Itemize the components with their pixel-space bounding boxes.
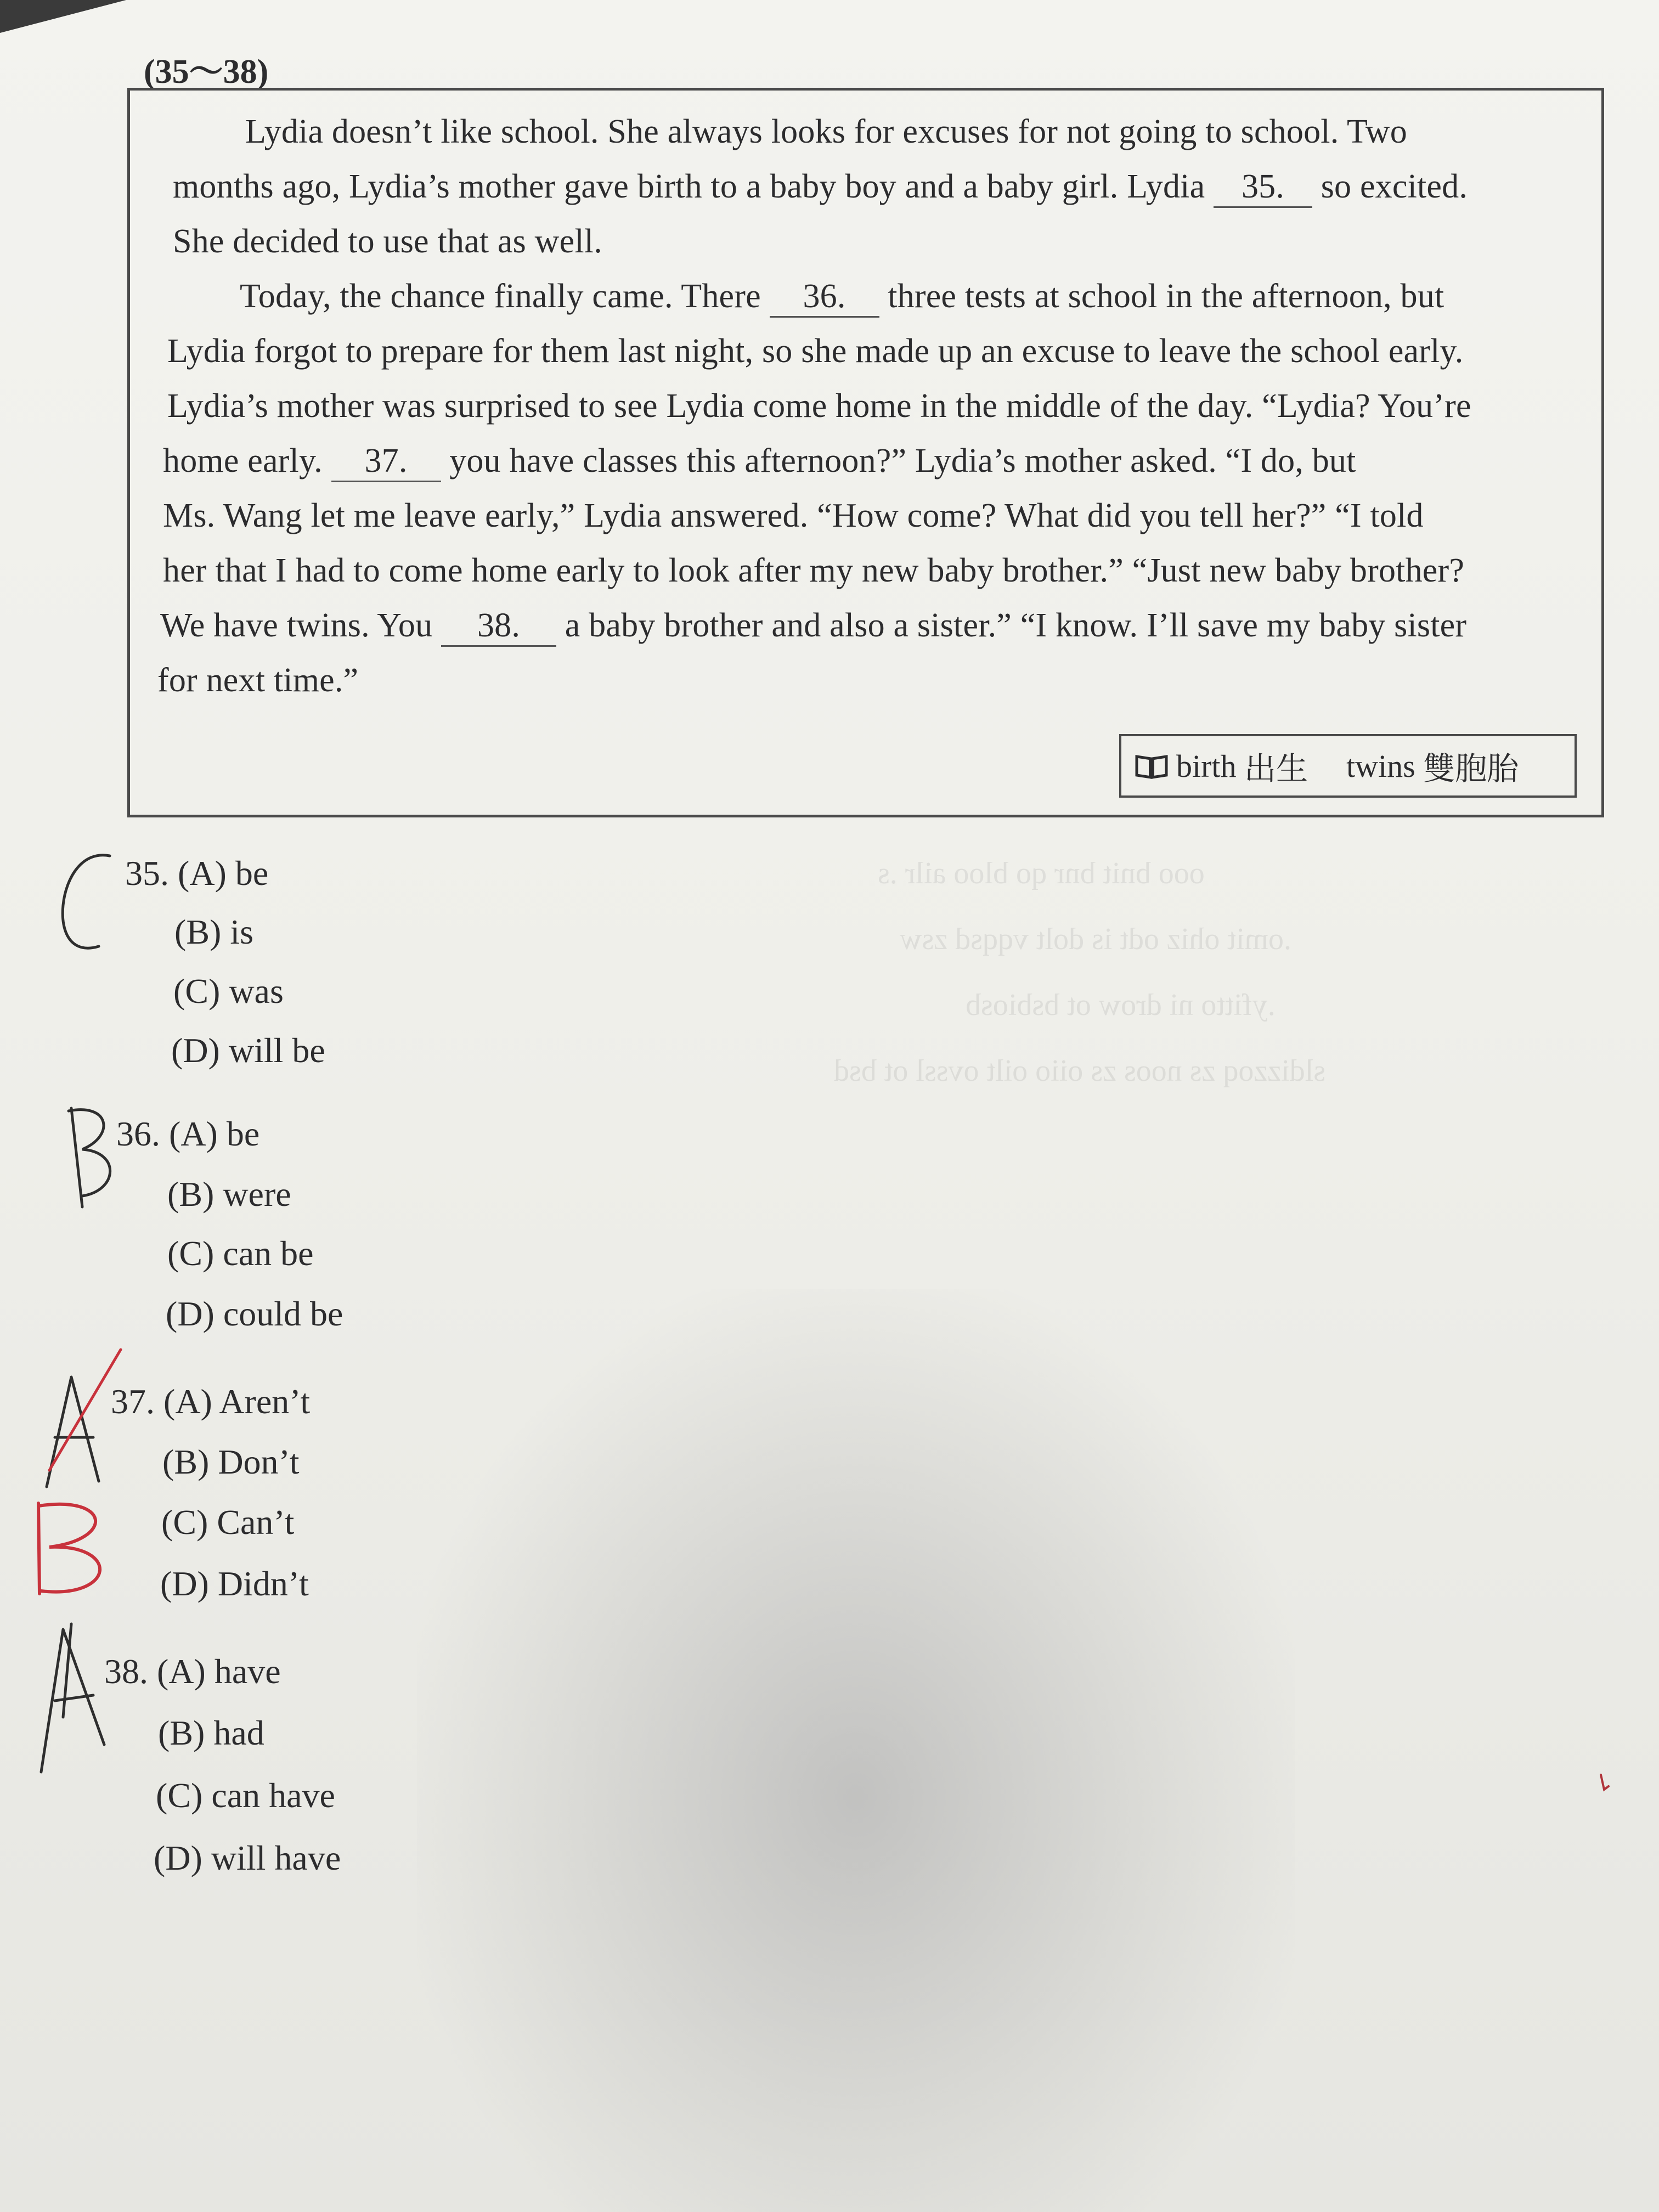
handwritten-answer-35 bbox=[49, 845, 126, 966]
question-36: 36. (A) be bbox=[116, 1114, 260, 1153]
handwritten-correction-37 bbox=[27, 1492, 121, 1602]
handwritten-answer-36 bbox=[60, 1097, 121, 1218]
blank-37: 37. bbox=[331, 442, 441, 482]
passage-line: home early. 37. you have classes this afternoon?” Lydia’s mother asked. “I do, but bbox=[163, 442, 1356, 482]
option-37c: (C) Can’t bbox=[161, 1503, 295, 1542]
passage-line: her that I had to come home early to look after my new baby brother.” “Just new baby brother? bbox=[163, 552, 1465, 589]
passage-line: Lydia’s mother was surprised to see Lydia come home in the middle of the day. “Lydia? You’re bbox=[167, 387, 1471, 425]
blank-38: 38. bbox=[441, 606, 556, 647]
option-36d: (D) could be bbox=[166, 1294, 343, 1333]
question-37: 37. (A) Aren’t bbox=[111, 1382, 311, 1421]
option-36a: (A) be bbox=[169, 1114, 260, 1153]
passage-line: Lydia doesn’t like school. She always looks for excuses for not going to school. Two bbox=[245, 113, 1407, 150]
book-icon bbox=[1135, 752, 1169, 780]
hand-shadow bbox=[417, 1289, 1295, 2212]
passage-line: months ago, Lydia’s mother gave birth to a baby boy and a baby girl. Lydia 35. so excited. bbox=[173, 167, 1468, 208]
section-label: (35～38) bbox=[144, 53, 269, 91]
passage-box bbox=[127, 88, 1604, 817]
ink-dot bbox=[1596, 1772, 1613, 1794]
vocab-word: birth bbox=[1176, 748, 1237, 784]
question-35: 35. (A) be bbox=[125, 854, 269, 893]
passage-line: for next time.” bbox=[157, 662, 359, 699]
option-36b: (B) were bbox=[167, 1175, 291, 1214]
passage-line: Ms. Wang let me leave early,” Lydia answered. “How come? What did you tell her?” “I told bbox=[163, 497, 1424, 534]
blank-35: 35. bbox=[1214, 167, 1312, 208]
page-corner-shadow bbox=[0, 0, 126, 33]
option-38c: (C) can have bbox=[156, 1776, 335, 1815]
option-37a: (A) Aren’t bbox=[163, 1382, 311, 1421]
passage-line: She decided to use that as well. bbox=[173, 223, 602, 260]
option-37b: (B) Don’t bbox=[162, 1442, 300, 1481]
passage-line: Today, the chance finally came. There 36. three tests at school in the afternoon, but bbox=[240, 277, 1444, 318]
bleed-through: ooo bnit bnr qo bloo ailr .s bbox=[878, 856, 1205, 890]
bleed-through: .omit ohiz odt is dolt vqqsd zsw bbox=[900, 922, 1291, 956]
option-38a: (A) have bbox=[157, 1652, 281, 1691]
bleed-through: .yfitto ni drow ot bsbiosb bbox=[966, 988, 1276, 1022]
vocab-gloss: 出生 bbox=[1244, 751, 1308, 787]
handwritten-answer-38 bbox=[33, 1618, 115, 1783]
question-38: 38. (A) have bbox=[104, 1652, 281, 1691]
option-37d: (D) Didn’t bbox=[160, 1564, 309, 1603]
option-35a: (A) be bbox=[178, 854, 269, 893]
option-38d: (D) will have bbox=[154, 1838, 341, 1877]
option-35c: (C) was bbox=[173, 972, 284, 1011]
vocab-word: twins bbox=[1346, 748, 1415, 784]
passage-line: Lydia forgot to prepare for them last night, so she made up an excuse to leave the school early. bbox=[167, 332, 1464, 370]
option-35d: (D) will be bbox=[171, 1031, 325, 1070]
option-38b: (B) had bbox=[158, 1713, 264, 1752]
bleed-through: sldizzoq zs noos zs oiio oilt ovssl ot bsd bbox=[834, 1054, 1325, 1088]
vocab-box bbox=[1119, 734, 1577, 798]
blank-36: 36. bbox=[770, 277, 879, 318]
vocab-gloss: 雙胞胎 bbox=[1423, 751, 1519, 787]
option-35b: (B) is bbox=[174, 912, 253, 951]
passage-line: We have twins. You 38. a baby brother and also a sister.” “I know. I’ll save my baby sister bbox=[160, 606, 1466, 647]
option-36c: (C) can be bbox=[167, 1234, 314, 1273]
